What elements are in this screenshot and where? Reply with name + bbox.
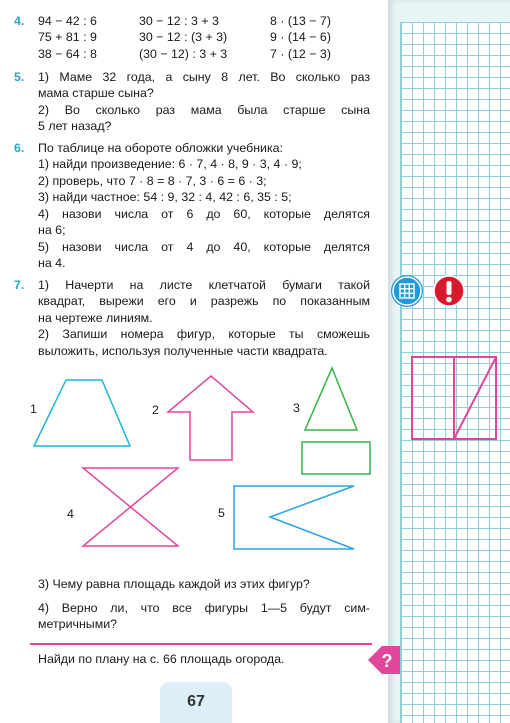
figure-4-bowtie	[83, 468, 178, 546]
ex4-expression: 38 − 64 : 8	[38, 47, 97, 61]
ex7-question: 3) Чему равна площадь каждой из этих фигур?	[38, 577, 310, 591]
ex7-line: выложить, используя полученные части квадрата.	[38, 344, 328, 358]
ex5-line: 1) Маме 32 года, а сыну 8 лет. Во сколько раз	[38, 70, 370, 84]
ex4-expression: 75 + 81 : 9	[38, 30, 97, 44]
ex5-line: 5 лет назад?	[38, 119, 112, 133]
ex7-line: 1) Начерти на листе клетчатой бумаги такой	[38, 278, 370, 292]
figure-3-rectangle	[302, 442, 370, 474]
square-cut-drawing	[400, 340, 510, 450]
ex6-line: 1) найди произведение: 6 · 7, 4 · 8, 9 · 3, 4 · 9;	[38, 157, 302, 171]
ex7-question: 4) Верно ли, что все фигуры 1—5 будут сим-	[38, 601, 370, 615]
ex4-expression: 30 − 12 : 3 + 3	[139, 14, 219, 28]
figure-4-label: 4	[67, 507, 74, 521]
figure-5-label: 5	[218, 506, 225, 520]
ex7-line: на чертеже линиям.	[38, 311, 153, 325]
ex6-line: 5) назови числа от 4 до 40, которые делятся	[38, 240, 370, 254]
ex4-expression: 94 − 42 : 6	[38, 14, 97, 28]
page-number: 67	[160, 682, 232, 723]
exercise-7-number: 7.	[14, 278, 25, 292]
question-mark-icon	[366, 643, 402, 677]
ex7-question: метричными?	[38, 617, 118, 631]
figure-1-label: 1	[30, 402, 37, 416]
ex7-line: квадрат, вырежи его и разрежь по показанным	[38, 294, 370, 308]
figure-2-label: 2	[152, 403, 159, 417]
ex6-line: 4) назови числа от 6 до 60, которые делятся	[38, 207, 370, 221]
ex5-line: 2) Во сколько раз мама была старше сына	[38, 103, 370, 117]
ex4-expression: 8 · (13 − 7)	[270, 14, 331, 28]
figures-drawing	[0, 360, 390, 580]
ex4-expression: 9 · (14 − 6)	[270, 30, 331, 44]
exercise-4-number: 4.	[14, 14, 25, 28]
exercise-6-number: 6.	[14, 141, 25, 155]
ex6-line: на 4.	[38, 256, 66, 270]
ex4-expression: (30 − 12) : 3 + 3	[139, 47, 228, 61]
ex7-line: 2) Запиши номера фигур, которые ты сможешь	[38, 327, 370, 341]
ex6-line: на 6;	[38, 223, 66, 237]
ex6-line: 2) проверь, что 7 · 8 = 8 · 7, 3 · 6 = 6 · 3;	[38, 174, 267, 188]
figure-3-triangle	[305, 368, 357, 430]
ex4-expression: 30 − 12 : (3 + 3)	[139, 30, 228, 44]
section-divider	[30, 643, 372, 645]
extra-task: Найди по плану на с. 66 площадь огорода.	[38, 652, 285, 666]
ex5-line: мама старше сына?	[38, 86, 154, 100]
svg-text:?: ?	[381, 651, 393, 671]
figure-2-arrow	[168, 376, 253, 460]
ex4-expression: 7 · (12 − 3)	[270, 47, 331, 61]
grid-paper-icon	[391, 275, 423, 307]
ex6-line: 3) найди частное: 54 : 9, 32 : 4, 42 : 6, 35 : 5;	[38, 190, 292, 204]
exercise-5-number: 5.	[14, 70, 25, 84]
figure-3-label: 3	[293, 401, 300, 415]
figure-5-notched	[234, 486, 354, 549]
figure-1-trapezoid	[34, 380, 130, 446]
exclamation-icon	[433, 275, 465, 307]
ex6-line: По таблице на обороте обложки учебника:	[38, 141, 283, 155]
